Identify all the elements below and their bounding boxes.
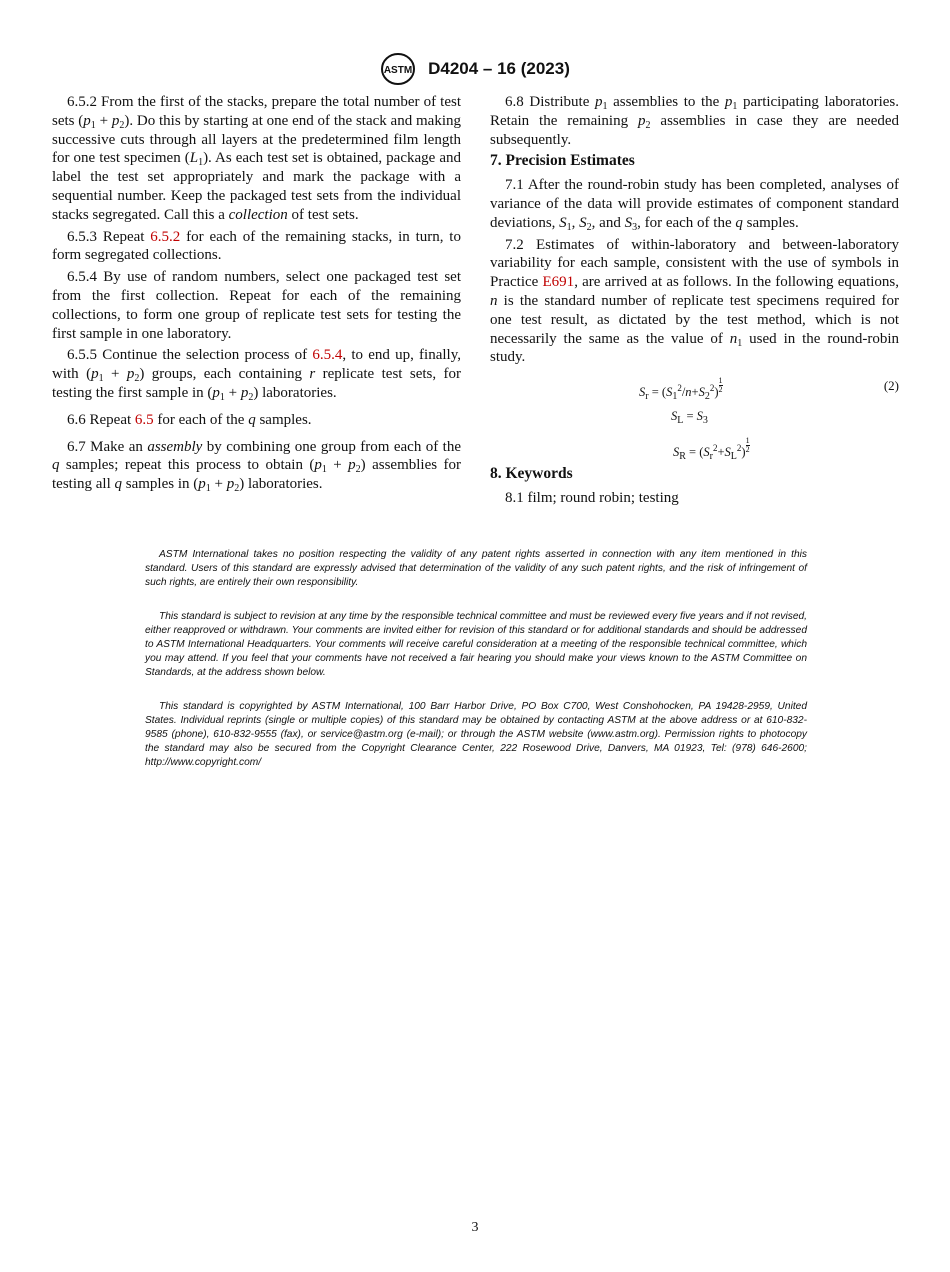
section-7-heading: 7. Precision Estimates xyxy=(490,152,635,170)
section-6-7: 6.7 Make an assembly by combining one group from each of the q samples; repeat this process to obtain $(p_1 + p_2)$ assemblies for testing all q samples in $(p_1 + p_2)$ laboratories. xyxy=(52,438,462,495)
section-6-5-2: 6.5.2 From the first of the stacks, prepare the total number of test sets $(p_1 + p_2)$. Do this by starting at one end of the stack and making successive cuts through all layers at the predetermined film length for one test specimen $(L_1)$. As each test set is obtained, package and label the test set appropriately and mark the package with a sequential number. Keep the packaged test sets from the individual stacks segregated. Call this a collection of test sets. xyxy=(52,94,461,223)
astm-logo-icon xyxy=(380,52,416,86)
section-6-8: 6.8 Distribute $p_1$ assemblies to the $p_1$ participating laboratories. Retain the remaining $p_2$ assemblies in case they are needed subsequently. xyxy=(490,94,900,148)
page-number: 3 xyxy=(471,1220,479,1235)
copyright-notice: This standard is copyrighted by ASTM International, 100 Barr Harbor Drive, PO Box C700, West Conshohocken, PA 19428-2959, United States. Individual reprints (single or multiple copies) of this standard may be obtained by contacting ASTM at the above address or at 610-832-9585 (phone), 610-832-9555 (fax), or service@astm.org (e-mail); or through the ASTM website (www.astm.org). Permission rights to photocopy the standard may also be secured from the Copyright Clearance Center, 222 Rosewood Drive, Danvers, MA 01923, Tel: (978) 646-2600; http://www.copyright.com/ xyxy=(145,701,807,768)
svg-text:ASTM: ASTM xyxy=(383,65,413,76)
link-6-5-4[interactable]: 6.5.4 xyxy=(312,347,343,364)
page-header xyxy=(0,52,950,86)
section-6-6: 6.6 Repeat 6.5 for each of the q samples. xyxy=(67,411,312,428)
link-6-5-2[interactable]: 6.5.2 xyxy=(150,228,181,245)
equation-sr: $S_r = (S_1^2/n+S_2^2)$ $\frac{1}{2}$ (2) xyxy=(639,376,899,403)
section-7-1: 7.1 After the round-robin study has been completed, analyses of variance of the data will provide estimates of component standard deviations, $S_1$, $S_2$, and $S_3$, for each of the q samples. xyxy=(490,177,899,233)
left-column xyxy=(52,93,461,497)
equation-sl: $S_L = S_3$ xyxy=(671,409,708,427)
patent-notice: ASTM International takes no position respecting the validity of any patent rights asserted in connection with any item mentioned in this standard. Users of this standard are expressly advised that determination of the validity of any such patent rights, and the risk of infringement of such rights, are entirely their own responsibility. xyxy=(145,549,807,588)
right-column xyxy=(490,93,899,511)
section-6-5-4: 6.5.4 By use of random numbers, select one packaged test set from the first collection. Repeat for each of the remaining collections, to form one group of replicate test sets for testing the first sample in one laboratory. xyxy=(52,269,461,342)
section-6-5-3: 6.5.3 Repeat 6.5.2 for each of the remaining stacks, in turn, to form segregated collections. xyxy=(52,228,461,264)
equation-number: (2) xyxy=(883,378,899,394)
link-6-5[interactable]: 6.5 xyxy=(134,411,154,428)
astm-notices xyxy=(145,548,807,790)
section-6-5-5: 6.5.5 Continue the selection process of 6.5.4, to end up, finally, with $(p_1 + p_2)$ groups, each containing r replicate test sets, for testing the first sample in $(p_1 + p_2)$ laboratories. xyxy=(52,347,461,403)
equation-sR: $S_R = (S_r^2+S_L^2)$ $\frac{1}{2}$ xyxy=(673,436,750,463)
link-e691[interactable]: E691 xyxy=(542,274,575,291)
section-8-1: 8.1 film; round robin; testing xyxy=(505,489,679,506)
revision-notice: This standard is subject to revision at any time by the responsible technical committee and must be reviewed every five years and if not revised, either reapproved or withdrawn. Your comments are invited either for revision of this standard or for additional standards and should be addressed to ASTM International Headquarters. Your comments will receive careful consideration at a meeting of the responsible technical committee, which you may attend. If you feel that your comments have not received a fair hearing you should make your views known to the ASTM Committee on Standards, at the address shown below. xyxy=(145,611,807,678)
section-8-heading: 8. Keywords xyxy=(490,465,573,483)
section-7-2: 7.2 Estimates of within-laboratory and between-laboratory variability for each sample, consistent with the use of symbols in Practice E691, are arrived at as follows. In the following equations, n is the standard number of replicate test specimens required for one test result, as dictated by the test method, which is not necessarily the same as the value of $n_1$ used in the round-robin study. xyxy=(490,236,899,366)
standard-designation: D4204 – 16 (2023) xyxy=(428,59,570,78)
